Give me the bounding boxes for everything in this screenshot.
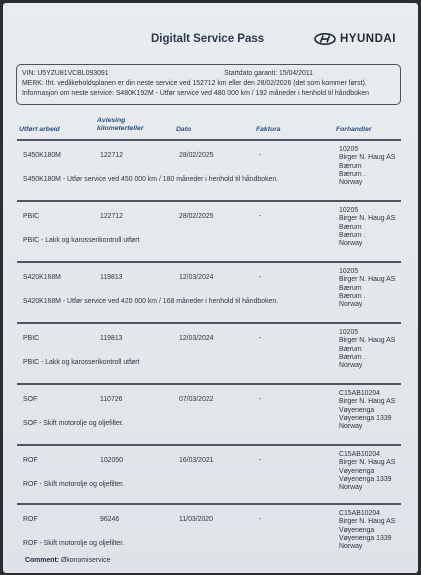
entry-dealer: 10205 Birger N. Haug AS Bærum Bærum . Norway: [339, 146, 396, 187]
service-entry: [17, 444, 401, 504]
entry-odometer: 110726: [100, 396, 123, 403]
service-entry: [17, 503, 401, 563]
entry-odometer: 119813: [100, 274, 123, 281]
service-entry: [17, 261, 401, 321]
entry-date: 16/03/2021: [179, 457, 214, 464]
warranty-start-date: Startdato garanti: 15/04/2011: [224, 70, 313, 77]
column-header-km: Avlesing kilometerteller: [97, 117, 144, 132]
entry-divider: [17, 139, 401, 141]
entry-date: 11/03/2020: [179, 516, 213, 523]
comment-line: [25, 557, 110, 564]
entry-odometer: 122712: [100, 213, 123, 220]
entry-description: S420K168M - Utfør service ved 420 000 km / 168 måneder i henhold til håndboken.: [23, 298, 279, 305]
entry-dealer: C15AB10204 Birger N. Haug AS Vøyenenga Vøyenenga 1339 Norway: [339, 510, 396, 551]
entry-date: 12/03/2024: [179, 335, 214, 342]
vin-text: VIN: U5YZU81VCBL093091: [22, 70, 109, 77]
next-service-info: Informasjon om neste service: S480K192M - Utfør service ved 480 000 km / 192 måneder i henhold til håndboken: [22, 90, 370, 97]
next-service-note: MERK: Iht. vedlikeholdsplanen er din neste service ved 152712 km eller den 28/02/2026 (det som kommer først).: [22, 80, 367, 87]
entry-dealer: 10205 Birger N. Haug AS Bærum Bærum . Norway: [339, 268, 396, 309]
entry-work-code: S450K180M: [23, 152, 61, 159]
entry-odometer: 102050: [100, 457, 123, 464]
entry-date: 12/03/2024: [179, 274, 214, 281]
entry-dealer: C15AB10204 Birger N. Haug AS Vøyenenga Vøyenenga 1339 Norway: [339, 451, 396, 492]
service-entry: [17, 139, 401, 199]
entry-description: SOF - Skift motorolje og oljefilter.: [23, 420, 124, 427]
entry-work-code: SOF: [23, 396, 38, 403]
entry-invoice: -: [259, 335, 262, 342]
entry-odometer: 96246: [100, 516, 120, 523]
entry-description: PBIC - Lakk og karosserikontroll utført: [23, 237, 140, 244]
entry-invoice: -: [259, 516, 262, 523]
entry-date: 28/02/2025: [179, 152, 214, 159]
entry-work-code: ROF: [23, 457, 38, 464]
column-header-faktura: Faktura: [256, 126, 281, 133]
entry-divider: [17, 322, 401, 324]
column-header-arbeid: Utført arbeid: [19, 126, 60, 133]
entry-description: PBIC - Lakk og karosserikontroll utført: [23, 359, 140, 366]
comment-text: Økonomiservice: [61, 557, 111, 564]
entry-invoice: -: [259, 152, 262, 159]
column-header-forhandler: Forhandler: [336, 126, 372, 133]
entry-dealer: C15AB10204 Birger N. Haug AS Vøyenenga Vøyenenga 1339 Norway: [339, 390, 396, 431]
service-pass-page: [3, 3, 418, 573]
hyundai-logo: [314, 33, 396, 45]
column-header-dato: Dato: [176, 126, 192, 133]
brand-name: HYUNDAI: [340, 33, 396, 45]
entry-divider: [17, 383, 401, 385]
entry-work-code: PBIC: [23, 335, 40, 342]
entry-date: 07/03/2022: [179, 396, 214, 403]
hyundai-emblem-icon: [314, 33, 336, 45]
entry-work-code: ROF: [23, 516, 38, 523]
entry-invoice: -: [259, 396, 262, 403]
comment-label: Comment:: [25, 557, 60, 564]
vehicle-info-box: [16, 64, 401, 105]
entry-divider: [17, 200, 401, 202]
entry-work-code: S420K168M: [23, 274, 61, 281]
service-entry: [17, 383, 401, 443]
service-entry: [17, 200, 401, 260]
entry-dealer: 10205 Birger N. Haug AS Bærum Bærum . Norway: [339, 329, 396, 370]
entry-description: ROF - Skift motorolje og oljefilter.: [23, 540, 125, 547]
entry-odometer: 119813: [100, 335, 123, 342]
entry-odometer: 122712: [100, 152, 123, 159]
entry-invoice: -: [259, 213, 262, 220]
entry-divider: [17, 261, 401, 263]
entry-description: S450K180M - Utfør service ved 450 000 km / 180 måneder i henhold til håndboken.: [23, 176, 279, 183]
service-entry: [17, 322, 401, 382]
entry-divider: [17, 444, 401, 446]
entry-dealer: 10205 Birger N. Haug AS Bærum Bærum . Norway: [339, 207, 396, 248]
entry-description: ROF - Skift motorolje og oljefilter.: [23, 481, 125, 488]
page-title: Digitalt Service Pass: [151, 33, 265, 45]
entry-divider: [17, 503, 401, 505]
entry-invoice: -: [259, 457, 262, 464]
entry-date: 28/02/2025: [179, 213, 214, 220]
entry-invoice: -: [259, 274, 262, 281]
entry-work-code: PBIC: [23, 213, 40, 220]
